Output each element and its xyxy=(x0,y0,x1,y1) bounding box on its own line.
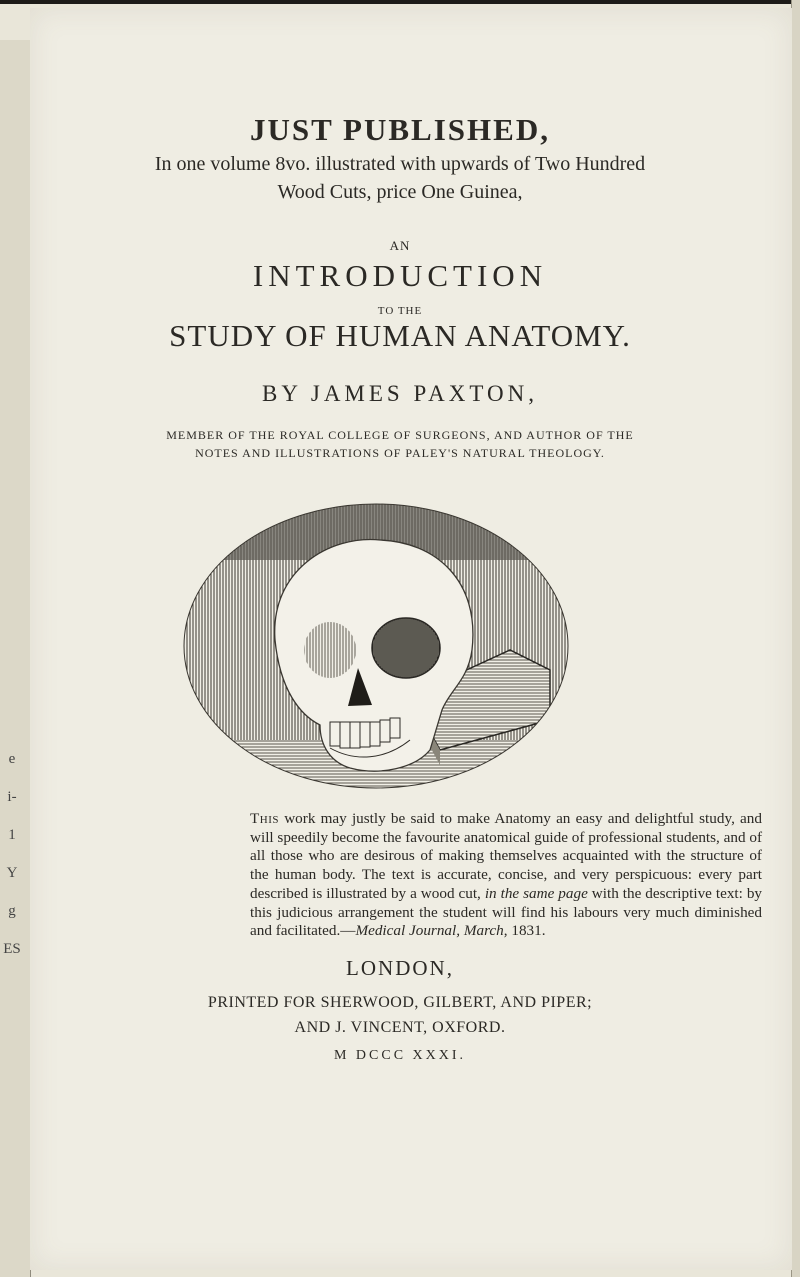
credentials-line: MEMBER OF THE ROYAL COLLEGE OF SURGEONS, AND AUTHOR OF THE xyxy=(166,428,634,442)
review-date: , 1831. xyxy=(503,922,546,940)
volume-description xyxy=(30,150,770,206)
margin-fragment: Y xyxy=(6,865,18,881)
credentials-line: NOTES AND ILLUSTRATIONS OF PALEY'S NATURAL THEOLOGY. xyxy=(195,446,605,460)
page-top-border xyxy=(0,0,800,4)
title-to-the: TO THE xyxy=(377,305,423,317)
imprint-city: LONDON, xyxy=(346,956,454,980)
author-by-line: BY JAMES PAXTON, xyxy=(262,381,538,406)
title-introduction: INTRODUCTION xyxy=(252,258,548,293)
margin-fragment: e xyxy=(8,751,16,767)
review-text-continued: with the descriptive text: by this judicious arrangement the student will find his labours very much diminished and facilitated.— xyxy=(250,884,763,940)
review-text: work may justly be said to make Anatomy an easy and delightful study, and will speedily become the favourite anatomical guide of professional students, and of all those who are desirous of making themselves acquainted with the structure of the human body. The text is accurate, concise, and very perspicuous: every part described is illustrated by a wood cut, xyxy=(250,810,763,902)
margin-fragment: ES xyxy=(3,941,21,957)
printers-line: AND J. VINCENT, OXFORD. xyxy=(294,1019,506,1036)
imprint-printers xyxy=(30,990,770,1040)
review-emphasis: in the same page xyxy=(484,884,588,902)
printers-line: PRINTED FOR SHERWOOD, GILBERT, AND PIPER; xyxy=(207,994,593,1011)
adjacent-page-edge xyxy=(0,40,31,1277)
review-source: Medical Journal, March xyxy=(355,922,504,940)
margin-fragments xyxy=(0,740,24,968)
margin-fragment: i- xyxy=(7,789,17,805)
review-quotation xyxy=(250,810,762,941)
volume-line: Wood Cuts, price One Guinea, xyxy=(277,181,523,203)
volume-line: In one volume 8vo. illustrated with upwards of Two Hundred xyxy=(154,153,646,175)
imprint-year: M DCCC XXXI. xyxy=(333,1048,467,1063)
just-published-heading: JUST PUBLISHED, xyxy=(250,112,550,147)
margin-fragment: 1 xyxy=(8,827,16,843)
author-credentials xyxy=(30,426,770,462)
review-lead-word: This xyxy=(250,810,280,827)
right-page-edge xyxy=(791,0,800,1277)
title-an: AN xyxy=(389,238,411,253)
margin-fragment: g xyxy=(8,903,16,919)
skull-vignette-engraving xyxy=(180,500,572,800)
title-study: STUDY OF HUMAN ANATOMY. xyxy=(169,318,631,353)
